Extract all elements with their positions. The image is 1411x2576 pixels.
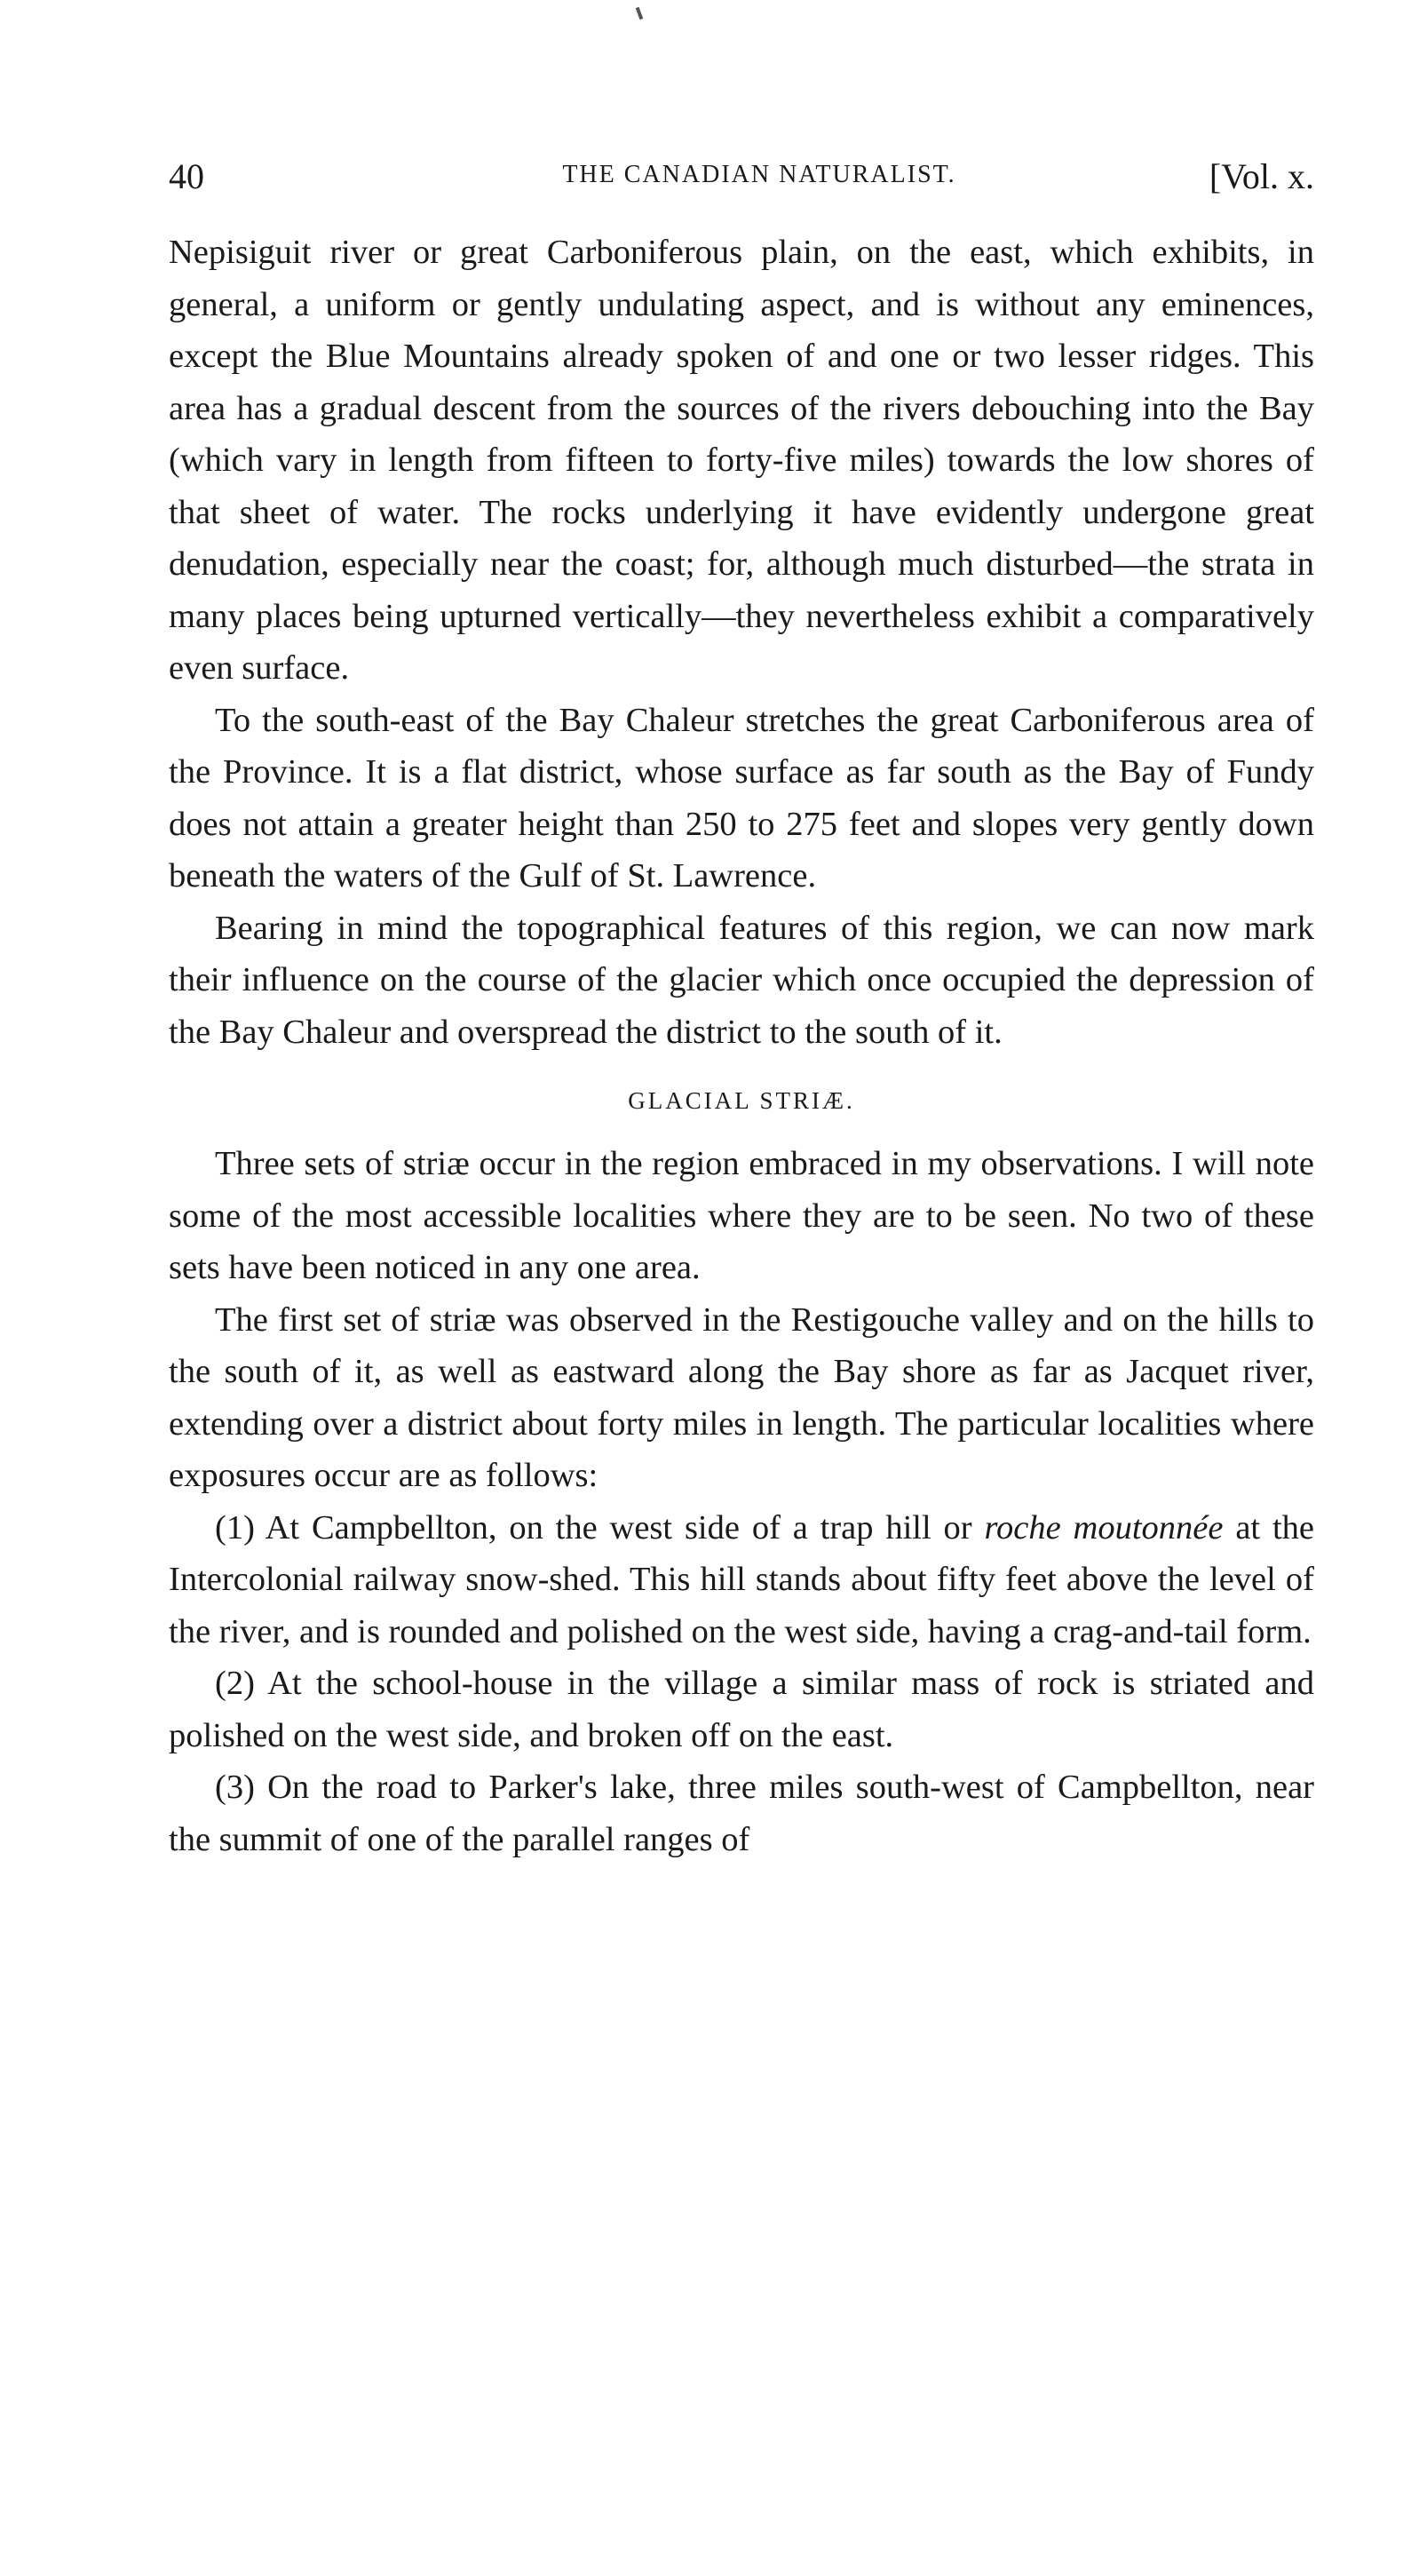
page	[169, 155, 1314, 1865]
running-head	[169, 155, 1314, 209]
section-heading: GLACIAL STRIÆ.	[628, 1087, 855, 1114]
paragraph-4: Three sets of striæ occur in the region embraced in my observations. I will note some of the most accessible localities where they are to be seen. No two of these sets have been noticed in any one area.	[169, 1145, 1314, 1286]
paragraph-7: (2) At the school-house in the village a similar mass of rock is striated and polished on the west side, and broken off on the east.	[169, 1665, 1314, 1754]
paragraph-6-end: at the Intercolonial railway snow-shed. This hill stands about fifty feet above the level of the river, and is rounded and polished on the west side, having a crag-and-tail form.	[169, 1508, 1314, 1650]
paragraph-3: Bearing in mind the topographical features of this region, we can now mark their influence on the course of the glacier which once occupied the depression of the Bay Chaleur and overspread the district to the south of it.	[169, 909, 1314, 1051]
volume-label: [Vol. x.	[1209, 156, 1314, 196]
journal-title: THE CANADIAN NATURALIST.	[562, 161, 956, 188]
paragraph-8: (3) On the road to Parker's lake, three miles south-west of Campbellton, near the summit of one of the parallel ranges of	[169, 1769, 1314, 1858]
paragraph-6-start: (1) At Campbellton, on the west side of a trap hill or	[215, 1508, 985, 1546]
page-number: 40	[169, 156, 204, 196]
paragraph-6	[169, 1502, 1314, 1658]
scan-speck	[636, 7, 644, 20]
paragraph-2: To the south-east of the Bay Chaleur stretches the great Carboniferous area of the Province. It is a flat district, whose surface as far south as the Bay of Fundy does not attain a greater height than 250 to 275 feet and slopes very gently down beneath the waters of the Gulf of St. Lawrence.	[169, 701, 1314, 894]
body-text	[169, 227, 1314, 1865]
paragraph-6-italic: roche moutonnée	[984, 1508, 1224, 1546]
paragraph-5: The first set of striæ was observed in the Restigouche valley and on the hills to the south of it, as well as eastward along the Bay shore as far as Jacquet river, extending over a district about forty miles in length. The particular localities where exposures occur are as follows:	[169, 1300, 1314, 1494]
paragraph-1: Nepisiguit river or great Carboniferous plain, on the east, which exhibits, in general, a uniform or gently undulating aspect, and is without any eminences, except the Blue Mountains already spoken of and one or two lesser ridges. This area has a gradual descent from the sources of the rivers debouching into the Bay (which vary in length from fifteen to forty-five miles) towards the low shores of that sheet of water. The rocks underlying it have evidently undergone great denudation, especially near the coast; for, although much disturbed—the strata in many places being upturned vertically—they nevertheless exhibit a comparatively even surface.	[169, 234, 1314, 687]
